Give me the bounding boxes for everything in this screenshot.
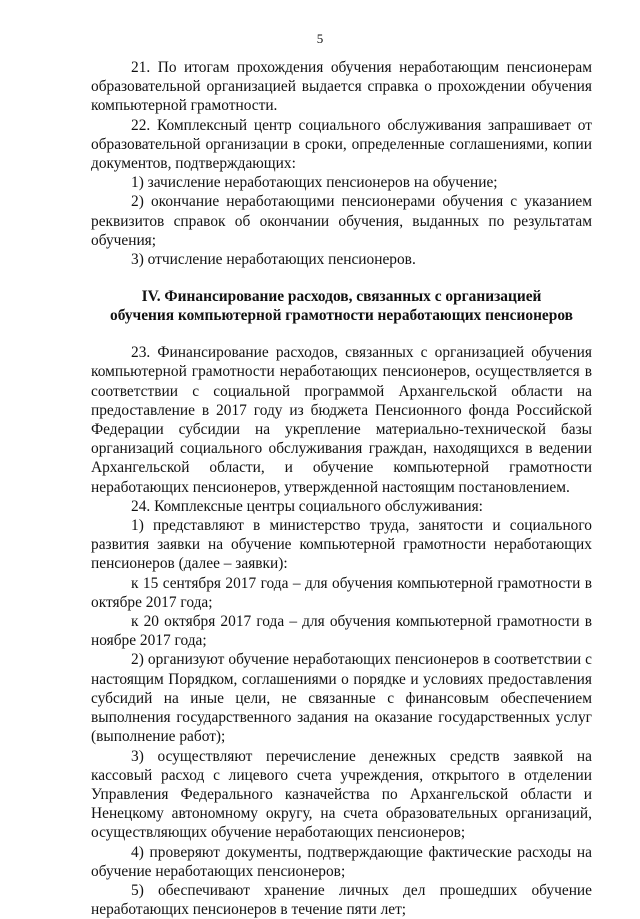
page-number: 5 bbox=[316, 31, 324, 46]
paragraph-24: 24. Комплексные центры социального обслуживания: bbox=[131, 497, 483, 515]
document-body bbox=[91, 58, 592, 919]
section-heading-line-1: IV. Финансирование расходов, связанных с организацией bbox=[141, 288, 542, 306]
list-item-24-5: 5) обеспечивают хранение личных дел прошедших обучение неработающих пенсионеров в течение пяти лет; bbox=[91, 881, 592, 919]
list-item-24-4: 4) проверяют документы, подтверждающие фактические расходы на обучение неработающих пенсионеров; bbox=[91, 843, 592, 880]
list-item-22-3: 3) отчисление неработающих пенсионеров. bbox=[131, 251, 416, 269]
list-item-22-1: 1) зачисление неработающих пенсионеров на обучение; bbox=[131, 174, 498, 192]
list-item-24-3: 3) осуществляют перечисление денежных средств заявкой на кассовый расход с лицевого счета учреждения, открытого в отделении Управления Федерального казначейства по Архангельской области и Ненецкому автономному округу, на счета образовательных организаций, осуществляющих обучение неработающих пенсионеров; bbox=[91, 747, 592, 842]
list-item-24-1-deadline-2: к 20 октября 2017 года – для обучения компьютерной грамотности в ноябре 2017 года; bbox=[91, 613, 592, 650]
paragraph-22: 22. Комплексный центр социального обслуживания запрашивает от образовательной организации в сроки, определенные соглашениями, копии документов, подтверждающих: bbox=[91, 116, 592, 173]
paragraph-21: 21. По итогам прохождения обучения неработающим пенсионерам образовательной организацией выдается справка о прохождении обучения компьютерной грамотности. bbox=[91, 59, 592, 115]
section-heading bbox=[91, 287, 592, 325]
list-item-24-1: 1) представляют в министерство труда, занятости и социального развития заявки на обучение компьютерной грамотности неработающих пенсионеров (далее – заявки): bbox=[91, 517, 592, 573]
paragraph-23: 23. Финансирование расходов, связанных с организацией обучения компьютерной грамотности неработающих пенсионеров, осуществляется в соответствии с социальной программой Архангельской области на предоставление в 2017 году из бюджета Пенсионного фонда Российской Федерации субсидии на укрепление материально-технической базы организаций социального обслуживания граждан, находящихся в ведении Архангельской области, и обучение компьютерной грамотности неработающих пенсионеров, утвержденной настоящим постановлением. bbox=[91, 344, 592, 496]
list-item-24-2: 2) организуют обучение неработающих пенсионеров в соответствии с настоящим Порядком, соглашениями о порядке и условиях предоставления субсидий на иные цели, не связанные с финансовым обеспечением выполнения государственного задания на оказание государственных услуг (выполнение работ); bbox=[91, 651, 592, 746]
list-item-24-1-deadline-1: к 15 сентября 2017 года – для обучения компьютерной грамотности в октябре 2017 года; bbox=[91, 574, 592, 611]
list-item-22-2: 2) окончание неработающими пенсионерами обучения с указанием реквизитов справок об окончании обучения, выданных по результатам обучения; bbox=[91, 193, 592, 249]
section-heading-line-2: обучения компьютерной грамотности неработающих пенсионеров bbox=[110, 307, 573, 325]
